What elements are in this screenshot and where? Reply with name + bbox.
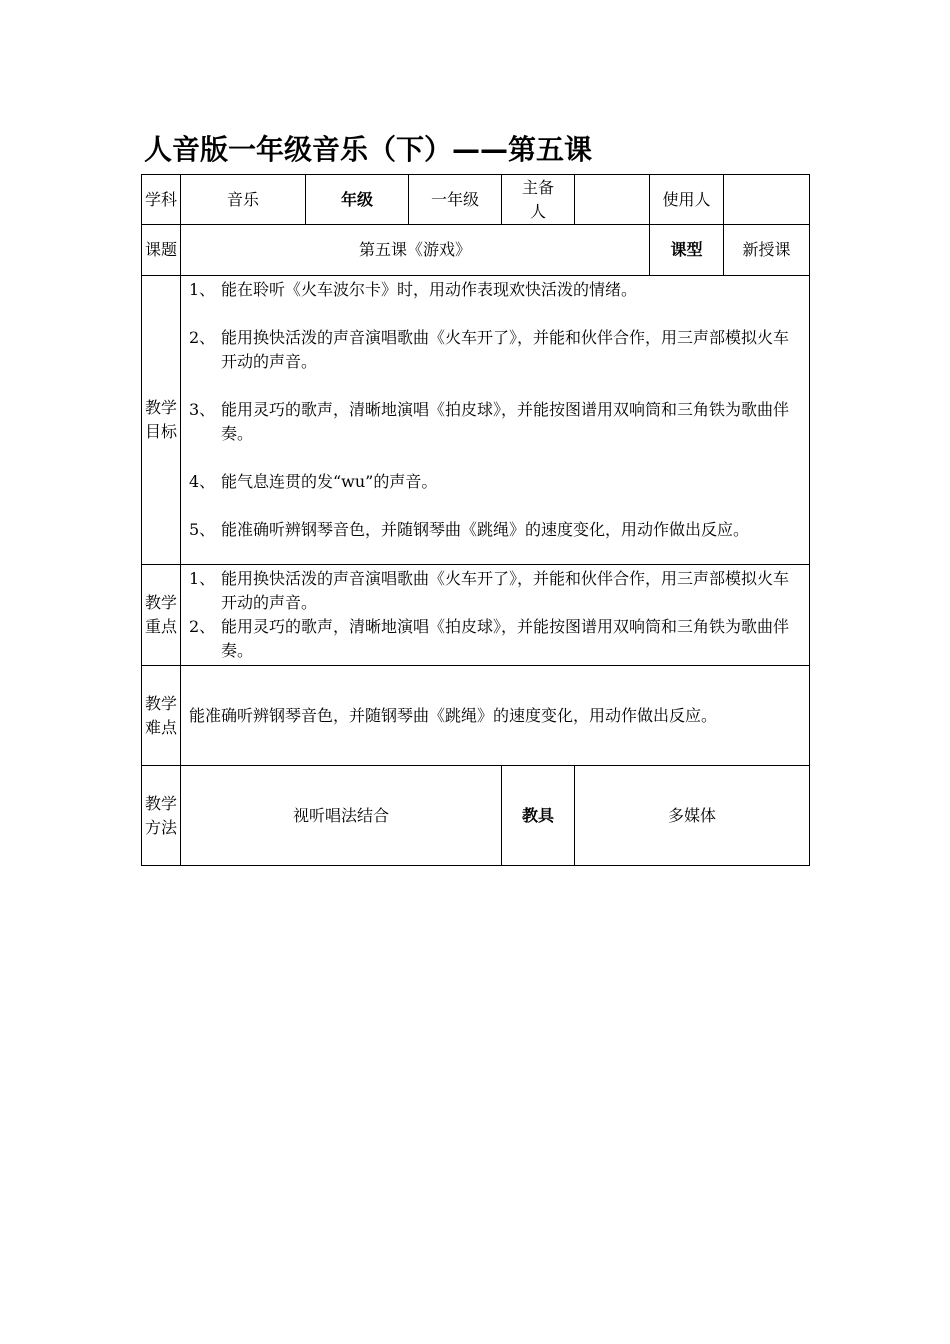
key-point-text: 能用灵巧的歌声，清晰地演唱《拍皮球》，并能按图谱用双响筒和三角铁为歌曲伴奏。 — [221, 617, 790, 660]
grade-label: 年级 — [306, 175, 409, 225]
user-value — [724, 175, 810, 225]
objective-item — [189, 398, 803, 446]
key-point-number: 1、 — [189, 569, 216, 588]
key-point-text: 能用换快活泼的声音演唱歌曲《火车开了》，并能和伙伴合作，用三声部模拟火车开动的声音。 — [221, 569, 790, 612]
key-point-item — [189, 567, 803, 615]
objective-number: 4、 — [189, 472, 216, 491]
topic-row — [142, 225, 810, 276]
user-label: 使用人 — [650, 175, 724, 225]
objective-text: 能准确听辨钢琴音色，并随钢琴曲《跳绳》的速度变化，用动作做出反应。 — [221, 520, 750, 539]
lesson-type-label: 课型 — [650, 225, 724, 276]
objective-text: 能用灵巧的歌声，清晰地演唱《拍皮球》，并能按图谱用双响筒和三角铁为歌曲伴奏。 — [221, 400, 790, 443]
grade-value: 一年级 — [409, 175, 502, 225]
tools-label: 教具 — [502, 766, 575, 866]
document-title: 人音版一年级音乐（下）——第五课 — [144, 133, 593, 166]
lesson-plan-table — [141, 174, 810, 866]
objective-item — [189, 470, 803, 494]
tools-value: 多媒体 — [575, 766, 810, 866]
topic-label: 课题 — [142, 225, 181, 276]
methods-label: 教学方法 — [142, 766, 181, 866]
objective-item — [189, 278, 803, 302]
subject-label: 学科 — [142, 175, 181, 225]
objective-text: 能在聆听《火车波尔卡》时，用动作表现欢快活泼的情绪。 — [221, 280, 638, 299]
objective-number: 1、 — [189, 280, 216, 299]
objective-number: 5、 — [189, 520, 216, 539]
preparer-value — [575, 175, 650, 225]
objectives-label: 教学目标 — [142, 276, 181, 565]
objective-text: 能气息连贯的发“wu”的声音。 — [221, 472, 438, 491]
methods-value: 视听唱法结合 — [181, 766, 502, 866]
header-row — [142, 175, 810, 225]
difficulties-text: 能准确听辨钢琴音色，并随钢琴曲《跳绳》的速度变化，用动作做出反应。 — [181, 666, 810, 766]
objective-number: 2、 — [189, 328, 216, 347]
topic-value: 第五课《游戏》 — [181, 225, 650, 276]
subject-value: 音乐 — [181, 175, 306, 225]
key-points-row — [142, 565, 810, 666]
lesson-type-value: 新授课 — [724, 225, 810, 276]
difficulties-row — [142, 666, 810, 766]
preparer-label: 主备人 — [502, 175, 575, 225]
objectives-content — [181, 276, 810, 565]
objective-item — [189, 326, 803, 374]
methods-row — [142, 766, 810, 866]
objectives-row — [142, 276, 810, 565]
objective-text: 能用换快活泼的声音演唱歌曲《火车开了》，并能和伙伴合作，用三声部模拟火车开动的声音。 — [221, 328, 790, 371]
key-points-content — [181, 565, 810, 666]
key-points-label: 教学重点 — [142, 565, 181, 666]
key-point-item — [189, 615, 803, 663]
key-point-number: 2、 — [189, 617, 216, 636]
difficulties-label: 教学难点 — [142, 666, 181, 766]
objective-item — [189, 518, 803, 542]
objective-number: 3、 — [189, 400, 216, 419]
